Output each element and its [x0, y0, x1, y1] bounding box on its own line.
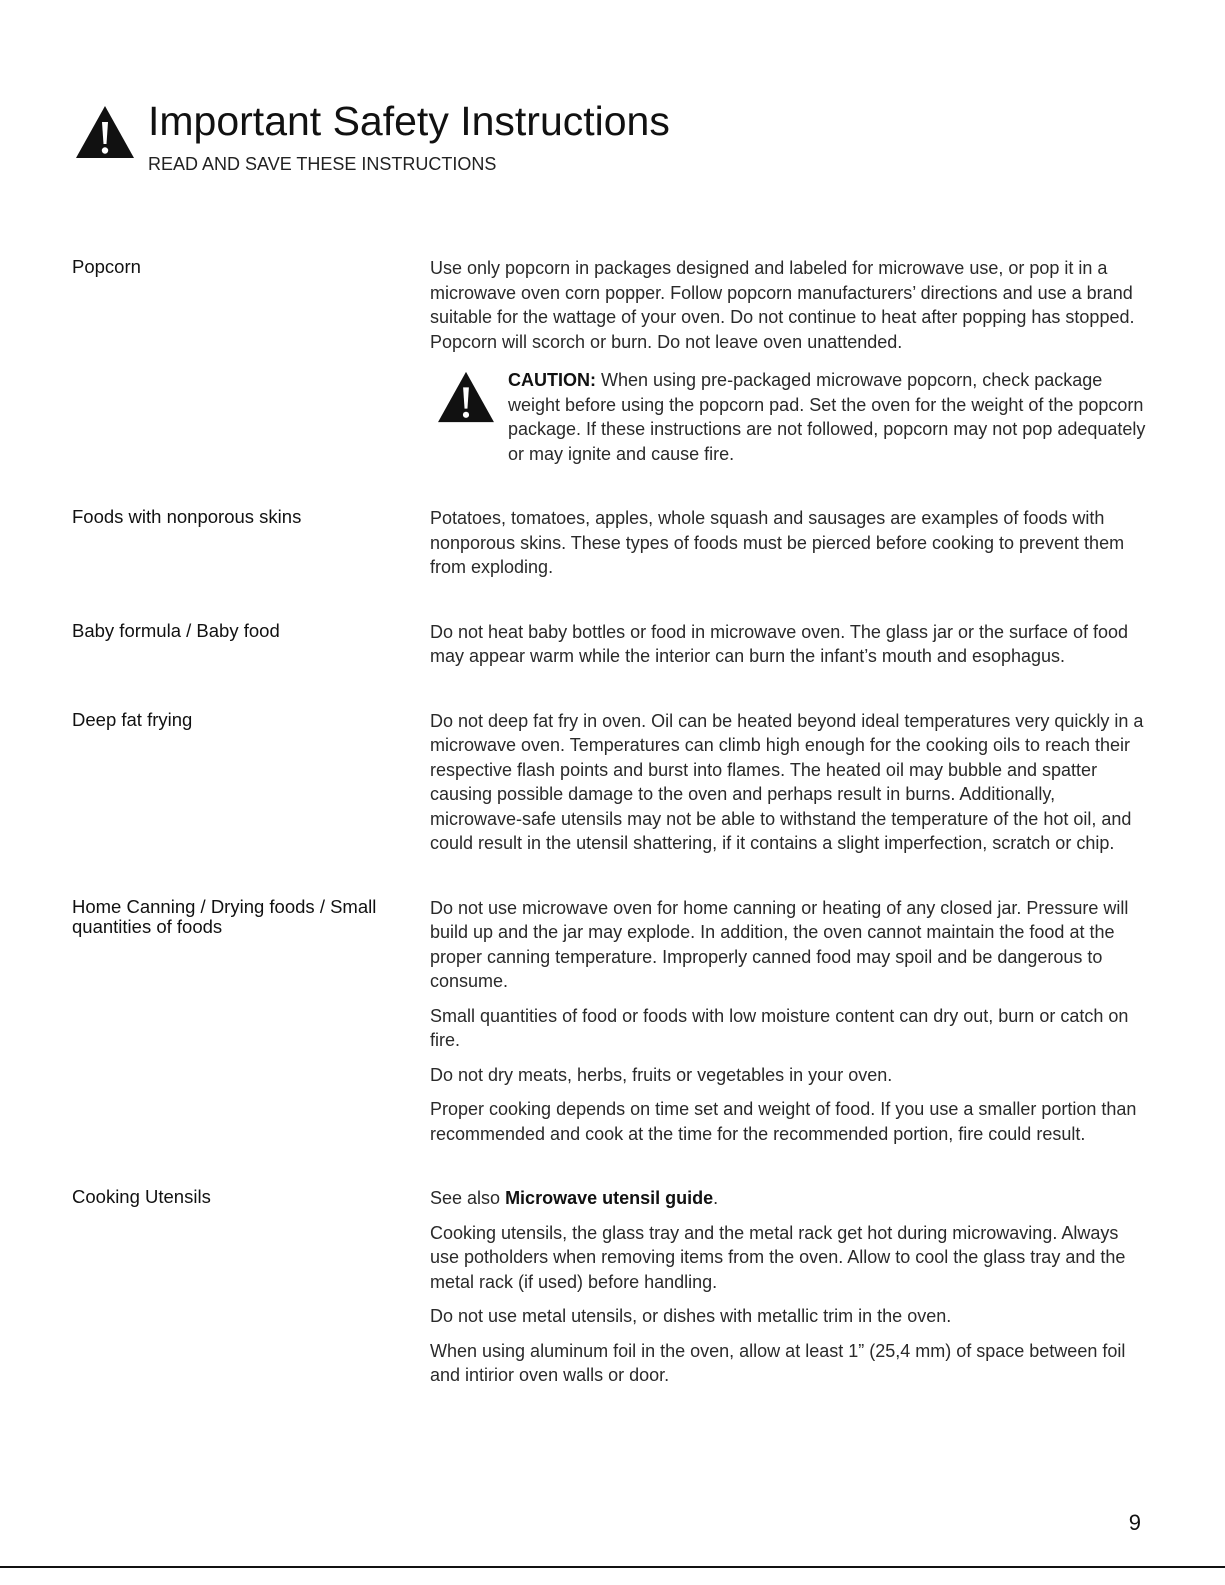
section-paragraph: Do not deep fat fry in oven. Oil can be heated beyond ideal temperatures very quickly in a microwave oven. Temperatures can climb high enough for the cooking oils to reach their respective flash points and burst into flames. The heated oil may bubble and spatter causing possible damage to the oven and perhaps result in burns. Additionally, microwave-safe utensils may not be able to withstand the temperature of the hot oil, and could result in the utensil shattering, if it contains a slight imperfection, scratch or chip. [430, 710, 1144, 853]
section-content [430, 709, 1150, 856]
caution-text [508, 368, 1148, 466]
section-content [430, 506, 1150, 580]
caution-body: When using pre-packaged microwave popcorn, check package weight before using the popcorn pad. Set the oven for the weight of the popcorn package. If these instructions are not followed, popcorn may not pop adequately or may ignite and cause fire. [508, 370, 1146, 464]
warning-triangle-icon [436, 370, 496, 424]
see-also [430, 1186, 1150, 1211]
section-paragraph: Cooking utensils, the glass tray and the metal rack get hot during microwaving. Always use potholders when removing items from the oven. Allow to cool the glass tray and the metal rack (if used) before handling. [430, 1222, 1126, 1292]
page-subtitle: READ AND SAVE THESE INSTRUCTIONS [148, 154, 497, 174]
instruction-sections [72, 256, 1152, 1428]
section-paragraph: Small quantities of food or foods with low moisture content can dry out, burn or catch on fire. [430, 1005, 1129, 1050]
utensil-guide-link[interactable]: Microwave utensil guide [505, 1188, 714, 1208]
section-cooking-utensils [72, 1186, 1152, 1388]
section-nonporous-skins [72, 506, 1152, 580]
section-baby-food [72, 620, 1152, 669]
page-title: Important Safety Instructions [148, 98, 670, 144]
page-number: 9 [1128, 1510, 1141, 1535]
see-also-suffix: . [713, 1188, 719, 1208]
caution-box [430, 368, 1150, 466]
section-deep-fat-frying [72, 709, 1152, 856]
section-label: Foods with nonporous skins [72, 506, 302, 527]
section-home-canning [72, 896, 1152, 1147]
section-paragraph: Do not heat baby bottles or food in microwave oven. The glass jar or the surface of food may appear warm while the interior can burn the infant’s mouth and esophagus. [430, 621, 1129, 666]
section-paragraph: Proper cooking depends on time set and weight of food. If you use a smaller portion than recommended and cook at the time for the recommended portion, fire could result. [430, 1099, 1137, 1144]
section-paragraph: Use only popcorn in packages designed and labeled for microwave use, or pop it in a microwave oven corn popper. Follow popcorn manufacturers’ directions and use a brand suitable for the wattage of your oven. Do not continue to heat after popping has stopped. Popcorn will scorch or burn. Do not leave oven unattended. [430, 258, 1135, 352]
section-content [430, 256, 1150, 466]
see-also-prefix: See also [430, 1188, 506, 1208]
section-label: Popcorn [72, 256, 141, 277]
section-label: Home Canning / Drying foods / Small quantities of foods [72, 895, 377, 937]
section-content [430, 620, 1150, 669]
section-paragraph: Do not dry meats, herbs, fruits or vegetables in your oven. [430, 1064, 893, 1085]
section-content [430, 896, 1150, 1147]
section-label: Cooking Utensils [72, 1186, 211, 1207]
section-paragraph: When using aluminum foil in the oven, allow at least 1” (25,4 mm) of space between foil and intirior oven walls or door. [430, 1340, 1126, 1385]
section-paragraph: Do not use metal utensils, or dishes with metallic trim in the oven. [430, 1306, 952, 1326]
section-content [430, 1186, 1150, 1388]
warning-triangle-icon [74, 104, 136, 160]
caution-label: CAUTION: [508, 370, 596, 390]
section-paragraph: Potatoes, tomatoes, apples, whole squash and sausages are examples of foods with nonporous skins. These types of foods must be pierced before cooking to prevent them from exploding. [430, 508, 1125, 577]
section-paragraph: Do not use microwave oven for home canning or heating of any closed jar. Pressure will build up and the jar may explode. In addition, the oven cannot maintain the food at the proper canning temperature. Improperly canned food may spoil and be dangerous to consume. [430, 897, 1129, 991]
section-label: Baby formula / Baby food [72, 619, 280, 641]
section-popcorn [72, 256, 1152, 466]
bottom-rule [0, 1566, 1225, 1568]
section-label: Deep fat frying [72, 708, 193, 730]
